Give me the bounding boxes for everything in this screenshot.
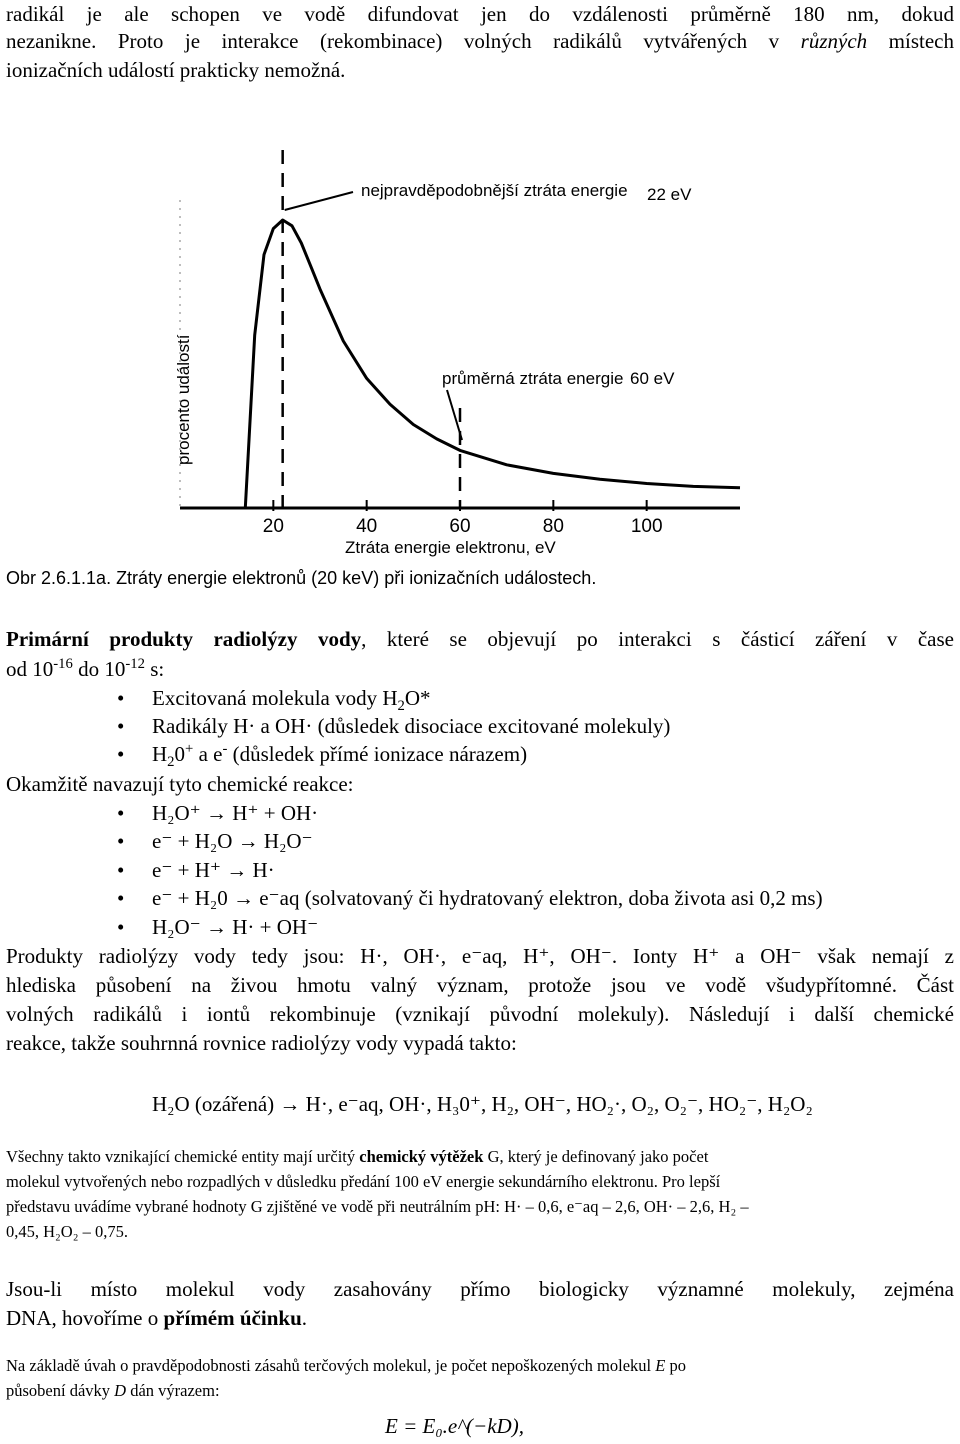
peak-pointer bbox=[285, 192, 353, 210]
x-tick-label: 100 bbox=[630, 516, 663, 537]
bullet-ionization: $H_20^+$ a e- (důsledek přímé ionizace nárazem) bbox=[152, 741, 528, 771]
primary-products-line-2: od $10^{-16}$ do $10^{-12}$ s: bbox=[6, 656, 165, 681]
mean-annotation: průměrná ztráta energie bbox=[442, 369, 624, 388]
figure-caption: Obr 2.6.1.1a. Ztráty energie elektronů (20 keV) při ionizačních událostech. bbox=[6, 568, 597, 588]
bullet-radicals: Radikály H· a OH· (důsledek disociace excitované molekuly) bbox=[152, 714, 671, 738]
intro-line-2: nezanikne. Proto je interakce (rekombinace) volných radikálů vytvářených v různých místech bbox=[6, 29, 954, 53]
chemical-yield-term: chemický výtěžek bbox=[359, 1147, 484, 1166]
bullet-dot: • bbox=[117, 742, 125, 766]
x-tick-label: 40 bbox=[356, 516, 378, 537]
primary-products-line-1: Primární produkty radiolýzy vody, které se objevují po interakci s částicí záření v čase bbox=[6, 627, 954, 651]
yield-line-1: Všechny takto vznikající chemické entity mají určitý chemický výtěžek G, který je definovaný jako počet bbox=[6, 1147, 709, 1166]
intro-line-3: ionizačních událostí prakticky nemožná. bbox=[6, 58, 346, 82]
bullet-dot: • bbox=[117, 686, 125, 710]
bullet-excited-water: Excitovaná molekula vody $H_2O*$ bbox=[152, 686, 431, 715]
products-line-1: Produkty radiolýzy vody tedy jsou: H·, OH·, e⁻aq, H⁺, OH⁻. Ionty H⁺ a OH⁻ však nemají z bbox=[6, 944, 954, 968]
intro-line-1: radikál je ale schopen ve vodě difundovat jen do vzdálenosti průměrně 180 nm, dokud bbox=[6, 2, 954, 26]
yield-line-4: 0,45, H₂O₂ – 0,75. bbox=[6, 1222, 128, 1241]
reaction-2: e⁻ + H₂O → H₂O⁻ bbox=[152, 829, 313, 853]
x-tick-label: 60 bbox=[449, 516, 471, 537]
direct-effect-line-1: Jsou-li místo molekul vody zasahovány přímo biologicky významné molekuly, zejména bbox=[6, 1277, 954, 1301]
basis-line-2: působení dávky D dán výrazem: bbox=[6, 1381, 220, 1400]
survival-formula: E = E₀.e^(−kD), bbox=[385, 1414, 524, 1438]
products-line-4: reakce, takže souhrnná rovnice radiolýzy vody vypadá takto: bbox=[6, 1031, 517, 1055]
y-axis-label: procento událostí bbox=[174, 334, 193, 465]
reaction-1: H₂O⁺ → H⁺ + OH· bbox=[152, 801, 319, 825]
x-tick-label: 80 bbox=[542, 516, 564, 537]
x-tick-label: 20 bbox=[262, 516, 284, 537]
bullet-dot: • bbox=[117, 858, 125, 882]
peak-annotation-value: 22 eV bbox=[647, 185, 692, 204]
yield-line-2: molekul vytvořených nebo rozpadlých v důsledku předání 100 eV energie sekundárního elektronu. Pro lepší bbox=[6, 1172, 721, 1191]
reaction-3: e⁻ + H⁺ → H· bbox=[152, 858, 275, 882]
primary-products-heading: Primární produkty radiolýzy vody bbox=[6, 627, 362, 651]
summary-equation: H₂O (ozářená) → H·, e⁻aq, OH·, H₃0⁺, H₂, OH⁻, HO₂·, O₂, O₂⁻, HO₂⁻, H₂O₂ bbox=[152, 1092, 813, 1116]
basis-line-1: Na základě úvah o pravděpodobnosti zásahů terčových molekul, je počet nepoškozených molekul E po bbox=[6, 1356, 686, 1375]
peak-annotation: nejpravděpodobnější ztráta energie bbox=[361, 181, 628, 200]
reactions-intro: Okamžitě navazují tyto chemické reakce: bbox=[6, 772, 354, 796]
mean-annotation-value: 60 eV bbox=[630, 369, 675, 388]
products-line-3: volných radikálů i iontů rekombinuje (vznikají původní molekuly). Následují i další chemické bbox=[6, 1002, 954, 1026]
bullet-dot: • bbox=[117, 801, 125, 825]
yield-line-3: představu uvádíme vybrané hodnoty G zjištěné ve vodě při neutrálním pH: H· – 0,6, e⁻aq – 2,6, OH· – 2,6, H₂ – bbox=[6, 1197, 749, 1216]
direct-effect-term: přímém účinku bbox=[163, 1306, 302, 1330]
reaction-5: H₂O⁻ → H· + OH⁻ bbox=[152, 915, 319, 939]
reaction-4: e⁻ + H₂0 → e⁻aq (solvatovaný či hydratovaný elektron, doba života asi 0,2 ms) bbox=[152, 886, 823, 910]
energy-loss-chart bbox=[165, 140, 765, 565]
bullet-dot: • bbox=[117, 915, 125, 939]
chart-layer bbox=[174, 150, 740, 557]
energy-loss-curve bbox=[245, 220, 740, 508]
bullet-dot: • bbox=[117, 714, 125, 738]
bullet-dot: • bbox=[117, 886, 125, 910]
x-axis-label: Ztráta energie elektronu, eV bbox=[345, 538, 556, 557]
bullet-dot: • bbox=[117, 829, 125, 853]
products-line-2: hlediska působení na živou hmotu valný význam, protože jsou ve vodě všudypřítomné. Část bbox=[6, 973, 954, 997]
direct-effect-line-2: DNA, hovoříme o přímém účinku. bbox=[6, 1306, 307, 1330]
